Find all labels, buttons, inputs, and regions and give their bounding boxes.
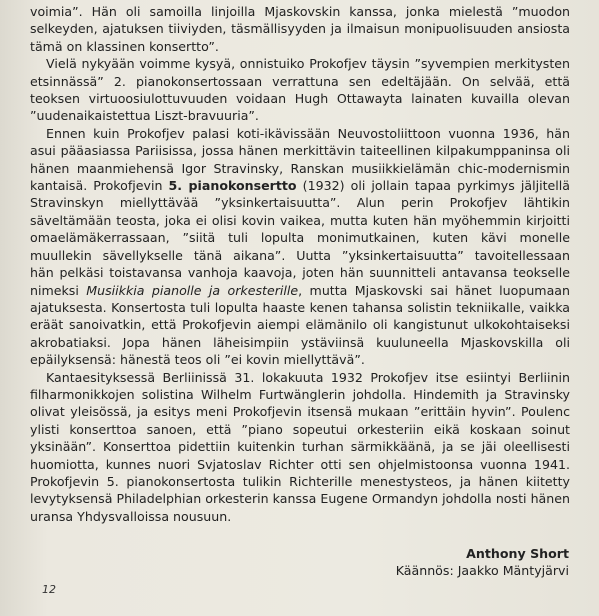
text-line: olivat yleisössä, ja esitys meni Prokofjevin itsensä mukaan ”erittäin hyvin”. Poulenc [30, 404, 570, 420]
text-line: ajatuksesta. Konsertosta tuli lopulta haaste kenen tahansa solistin tekniikalle, vaikka [30, 299, 570, 315]
text-line: hän pelkäsi toistavansa vanhoja kaavoja, joten hän suunnitteli antavansa teokselle [30, 265, 570, 281]
author-signature: Anthony Short [466, 546, 569, 561]
paragraph-p4 [30, 369, 570, 526]
text-line: Ennen kuin Prokofjev palasi koti-ikävissään Neuvostoliittoon vuonna 1936, hän [46, 125, 570, 141]
text-line: ”uudenaikaistettua Liszt-bravuuria”. [30, 108, 259, 124]
text-line: nimeksi Musiikkia pianolle ja orkesterille, mutta Mjaskovski sai hänet luopumaan [30, 282, 570, 298]
text-line: akrobatiaksi. Jopa hänen läheisimpiin ystäviinsä kuuluneella Mjaskovskilla oli [30, 334, 570, 350]
bold-title: 5. pianokonsertto [168, 178, 297, 194]
text-line: teoksen virtuoosiulottuvuuden voidaan Hugh Ottawayta lainaten kuvailla olevan [30, 91, 570, 107]
paragraph-p2 [30, 55, 570, 125]
text-line: etsinnässä” 2. pianokonsertossaan verrattuna sen edeltäjään. On selvää, että [30, 73, 570, 89]
text-line: eräät sanoivatkin, että Prokofjevin aiempi elämänilo oli kangistunut ulkokohtaiseksi [30, 317, 570, 333]
text-line: epäilyksensä: hänestä teos oli ”ei kovin miellyttävä”. [30, 352, 365, 368]
text-line: asui pääasiassa Pariisissa, jossa hänen merkittävin taiteellinen kilpakumppaninsa oli [30, 143, 570, 159]
text-line: Vielä nykyään voimme kysyä, onnistuiko Prokofjev täysin ”syvempien merkitysten [46, 56, 570, 72]
text-line: levytyksensä Philadelphian orkesterin kanssa Eugene Ormandyn johdolla nosti hänen [30, 491, 570, 507]
paragraph-p1 [30, 3, 570, 55]
text-line: yksinään”. Konserttoa pidettiin kuitenkin turhan särmikkäänä, ja se jäi oleellisesti [30, 439, 570, 455]
text-line: Prokofjevin 5. pianokonsertosta tulikin Richterille menestysteos, ja hänen kiitetty [30, 473, 570, 489]
text-line: huomiotta, kunnes nuori Svjatoslav Richter otti sen ohjelmistoonsa vuonna 1941. [30, 456, 570, 472]
text-line: selkeyden, ajatuksen tiiviyden, täsmällisyyden ja ilmaisun monipuolisuuden ansiosta [30, 21, 570, 37]
text-line: filharmonikkojen solistina Wilhelm Furtwänglerin johdolla. Hindemith ja Stravinsky [30, 386, 570, 402]
text-line: kantaisä. Prokofjevin 5. pianokonsertto (1932) oli jollain tapaa pyrkimys jäljitellä [30, 178, 570, 194]
text-line: Kantaesityksessä Berliinissä 31. lokakuuta 1932 Prokofjev itse esiintyi Berliinin [46, 369, 570, 385]
italic-title: Musiikkia pianolle ja orkesterille [86, 282, 299, 298]
text-line: hänen maanmiehensä Igor Stravinsky, Ranskan musiikkielämän chic-modernismin [30, 160, 570, 176]
page-number: 12 [42, 583, 56, 596]
text-line: ylisti konserttoa sanoen, että ”piano sopeutui orkesteriin eikä koskaan soinut [30, 421, 570, 437]
text-line: omaelämäkerrassaan, ”siitä tuli lopulta monimutkainen, kuten kävi monelle [30, 230, 570, 246]
text-line: muullekin sävellykselle tänä aikana”. Uutta ”yksinkertaisuutta” tavoitellessaan [30, 247, 570, 263]
translator-credit: Käännös: Jaakko Mäntyjärvi [395, 563, 569, 578]
text-column [30, 3, 570, 525]
text-line: Stravinskyn miellyttävää ”yksinkertaisuutta”. Alun perin Prokofjev lähtikin [30, 195, 570, 211]
text-line: voimia”. Hän oli samoilla linjoilla Mjaskovskin kanssa, jonka mielestä ”muodon [30, 4, 570, 19]
text-line: uransa Yhdysvalloissa nousuun. [30, 508, 232, 524]
text-line: säveltämään teosta, joka ei olisi kovin vaikea, mutta kuten hän myöhemmin kirjoitti [30, 212, 570, 228]
paragraph-p3 [30, 125, 570, 369]
text-line: tämä on klassinen konsertto”. [30, 38, 219, 54]
